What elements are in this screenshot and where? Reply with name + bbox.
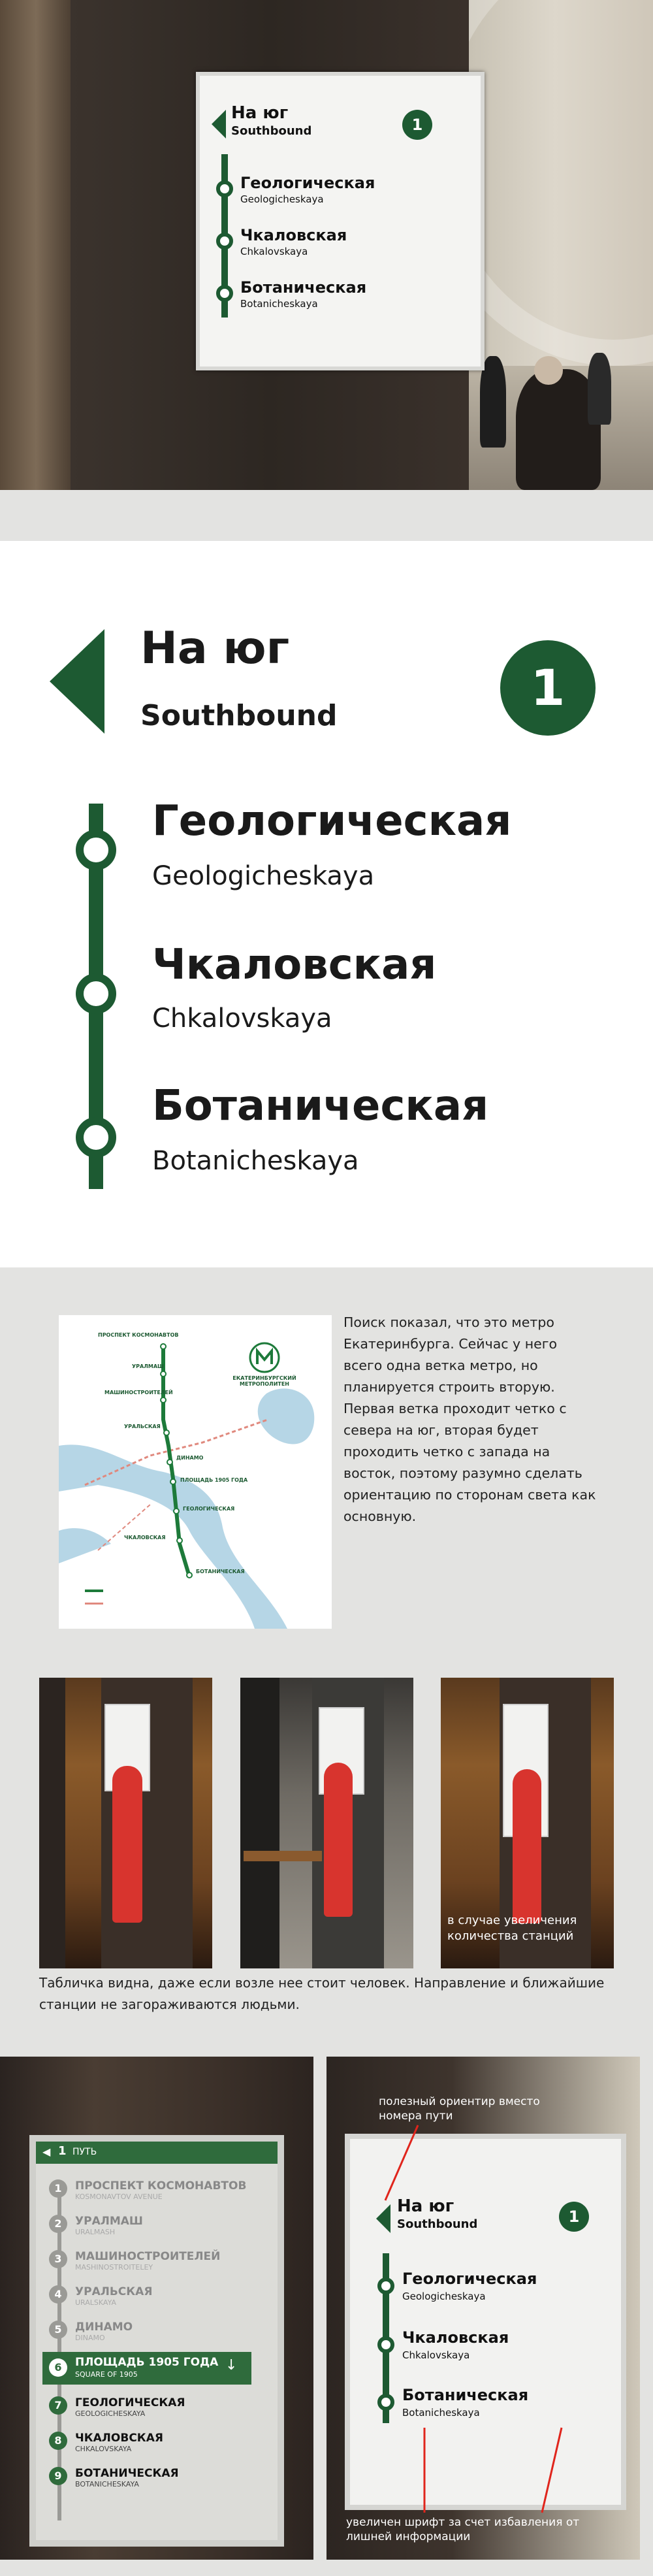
passenger [588, 353, 611, 425]
station-num: 2 [49, 2215, 67, 2233]
station-name: УРАЛМАШ [75, 2215, 143, 2228]
pillar [240, 1678, 279, 1968]
station-name: Чкаловская [240, 226, 347, 244]
line-number-badge: 1 [402, 110, 432, 140]
sign-direction-en: Southbound [231, 124, 312, 138]
station-dot-icon [76, 1117, 116, 1158]
station-num: 4 [49, 2285, 67, 2304]
station-name: ДИНАМО [75, 2321, 133, 2334]
station-name: БОТАНИЧЕСКАЯ [75, 2467, 179, 2480]
station-name-en: CHKALOVSKAYA [75, 2445, 132, 2453]
map-station-label: МАШИНОСТРОИТЕЛЕЙ [104, 1390, 173, 1395]
station-name-en: Geologicheskaya [402, 2291, 486, 2302]
station-dot-icon [76, 973, 116, 1014]
station-dot-icon [76, 830, 116, 870]
map-station-label: УРАЛМАШ [132, 1363, 164, 1369]
person-photo-2 [240, 1678, 413, 1968]
station-name-en: MASHINOSTROITELEY [75, 2263, 153, 2272]
photo-direction-sign [196, 72, 485, 370]
left-pillar [0, 0, 72, 490]
station-num: 6 [49, 2358, 67, 2377]
map-station-label: ПЛОЩАДЬ 1905 ГОДА [180, 1477, 248, 1483]
station-num: 7 [49, 2396, 67, 2415]
station-name: МАШИНОСТРОИТЕЛЕЙ [75, 2250, 221, 2263]
station-name: Ботаническая [152, 1082, 489, 1130]
line-number-badge: 1 [559, 2202, 589, 2232]
visibility-note: Табличка видна, даже если возле нее стоит человек. Направление и ближайшие станции не загораживаются людьми. [39, 1975, 605, 2012]
station-num: 1 [49, 2179, 67, 2198]
lake-shape [258, 1388, 315, 1444]
map-description: Поиск показал, что это метро Екатеринбурга. Сейчас у него всего одна ветка метро, но планируется строить вторую. Первая ветка проходит четко с севера на юг, вторая будет проходить четко с запада на восток, поэтому разумно сделать ориентацию по сторонам света как основную. [343, 1314, 596, 1524]
person-silhouette [112, 1766, 142, 1923]
map-logo-text: ЕКАТЕРИНБУРГСКИЙ МЕТРОПОЛИТЕН [232, 1375, 296, 1387]
direction-arrow-icon [212, 110, 226, 139]
legend-line2-swatch [85, 1603, 103, 1605]
station-name-en: Botanicheskaya [402, 2407, 480, 2419]
station-name-en: Chkalovskaya [402, 2349, 470, 2361]
person-silhouette [513, 1769, 541, 1923]
station-name-en: GEOLOGICHESKAYA [75, 2409, 146, 2418]
station-dot-icon [216, 180, 233, 197]
station-name: УРАЛЬСКАЯ [75, 2285, 153, 2298]
station-name: ГЕОЛОГИЧЕСКАЯ [75, 2396, 185, 2409]
person-photo-3 [441, 1678, 614, 1968]
arrow-left-icon: ◀ [42, 2145, 51, 2158]
station-num: 9 [49, 2467, 67, 2485]
station-name-en: Botanicheskaya [152, 1146, 359, 1176]
station-name: Чкаловская [152, 941, 437, 989]
station-name-en: Chkalovskaya [240, 246, 308, 257]
station-name-en: Botanicheskaya [240, 298, 318, 310]
metro-map-graphic [59, 1315, 332, 1629]
legend-line1-swatch [85, 1590, 103, 1592]
station-num: 3 [49, 2250, 67, 2268]
person-photo-1 [39, 1678, 212, 1968]
station-markers [161, 1344, 192, 1578]
annotation-top: полезный ориентир вместо номера пути [379, 2095, 540, 2123]
map-station-label: БОТАНИЧЕСКАЯ [196, 1569, 245, 1574]
station-name-en: DINAMO [75, 2334, 105, 2342]
station-dot-icon [216, 285, 233, 302]
map-station-label: ЧКАЛОВСКАЯ [124, 1535, 166, 1541]
station-name: Ботаническая [402, 2386, 529, 2404]
sign-direction: На юг [140, 623, 290, 674]
station-name-en: BOTANICHESKAYA [75, 2480, 139, 2488]
new-sign-photo [326, 2057, 640, 2560]
annotation-arrows [326, 2057, 640, 2560]
station-name: Геологическая [240, 174, 375, 192]
old-sign-photo [0, 2057, 313, 2560]
station-name: ЧКАЛОВСКАЯ [75, 2432, 163, 2445]
station-photo [0, 0, 653, 490]
station-num: 5 [49, 2321, 67, 2339]
current-station-highlight [42, 2352, 251, 2385]
old-sign-track-label: ПУТЬ [72, 2147, 97, 2157]
station-name-en: URALSKAYA [75, 2298, 116, 2307]
station-name-en: Geologicheskaya [152, 861, 375, 891]
sign-direction: На юг [231, 103, 289, 123]
sign-design-panel [0, 541, 653, 1267]
station-name-en: KOSMONAVTOV AVENUE [75, 2193, 163, 2201]
direction-arrow-icon [50, 629, 104, 734]
station-name-en: Chkalovskaya [152, 1003, 332, 1034]
station-name: Геологическая [152, 797, 512, 845]
sign-direction: На юг [397, 2196, 454, 2216]
station-name-en: URALMASH [75, 2228, 116, 2236]
old-direction-sign [29, 2135, 284, 2547]
person-silhouette [324, 1763, 353, 1917]
station-name: Чкаловская [402, 2328, 509, 2347]
station-dot-icon [216, 233, 233, 250]
station-name: Геологическая [402, 2270, 537, 2288]
map-station-label: ДИНАМО [176, 1455, 204, 1461]
map-station-label: ПРОСПЕКТ КОСМОНАВТОВ [98, 1332, 179, 1338]
map-station-label: ГЕОЛОГИЧЕСКАЯ [183, 1506, 235, 1512]
annotation-bottom: увеличен шрифт за счет избавления от лишней информации [346, 2516, 580, 2543]
station-num: 8 [49, 2432, 67, 2450]
metro-map [59, 1315, 332, 1629]
arrow-down-icon: ↓ [225, 2357, 238, 2373]
pillar [39, 1678, 65, 1968]
station-name-en: SQUARE OF 1905 [75, 2370, 138, 2379]
station-name: ПЛОЩАДЬ 1905 ГОДА [75, 2356, 219, 2369]
map-station-label: УРАЛЬСКАЯ [124, 1424, 161, 1429]
station-name: ПРОСПЕКТ КОСМОНАВТОВ [75, 2179, 247, 2193]
photo-caption: в случае увеличения количества станций [447, 1914, 577, 1943]
station-name-en: Geologicheskaya [240, 193, 324, 205]
passenger-head [534, 356, 563, 385]
sign-direction-en: Southbound [140, 699, 338, 732]
sign-direction-en: Southbound [397, 2217, 478, 2231]
line-number-badge: 1 [500, 640, 596, 736]
bench [244, 1851, 322, 1861]
station-name: Ботаническая [240, 278, 367, 297]
old-sign-header [36, 2142, 278, 2164]
old-sign-track-num: 1 [58, 2144, 67, 2158]
planned-line-2b [98, 1505, 150, 1550]
